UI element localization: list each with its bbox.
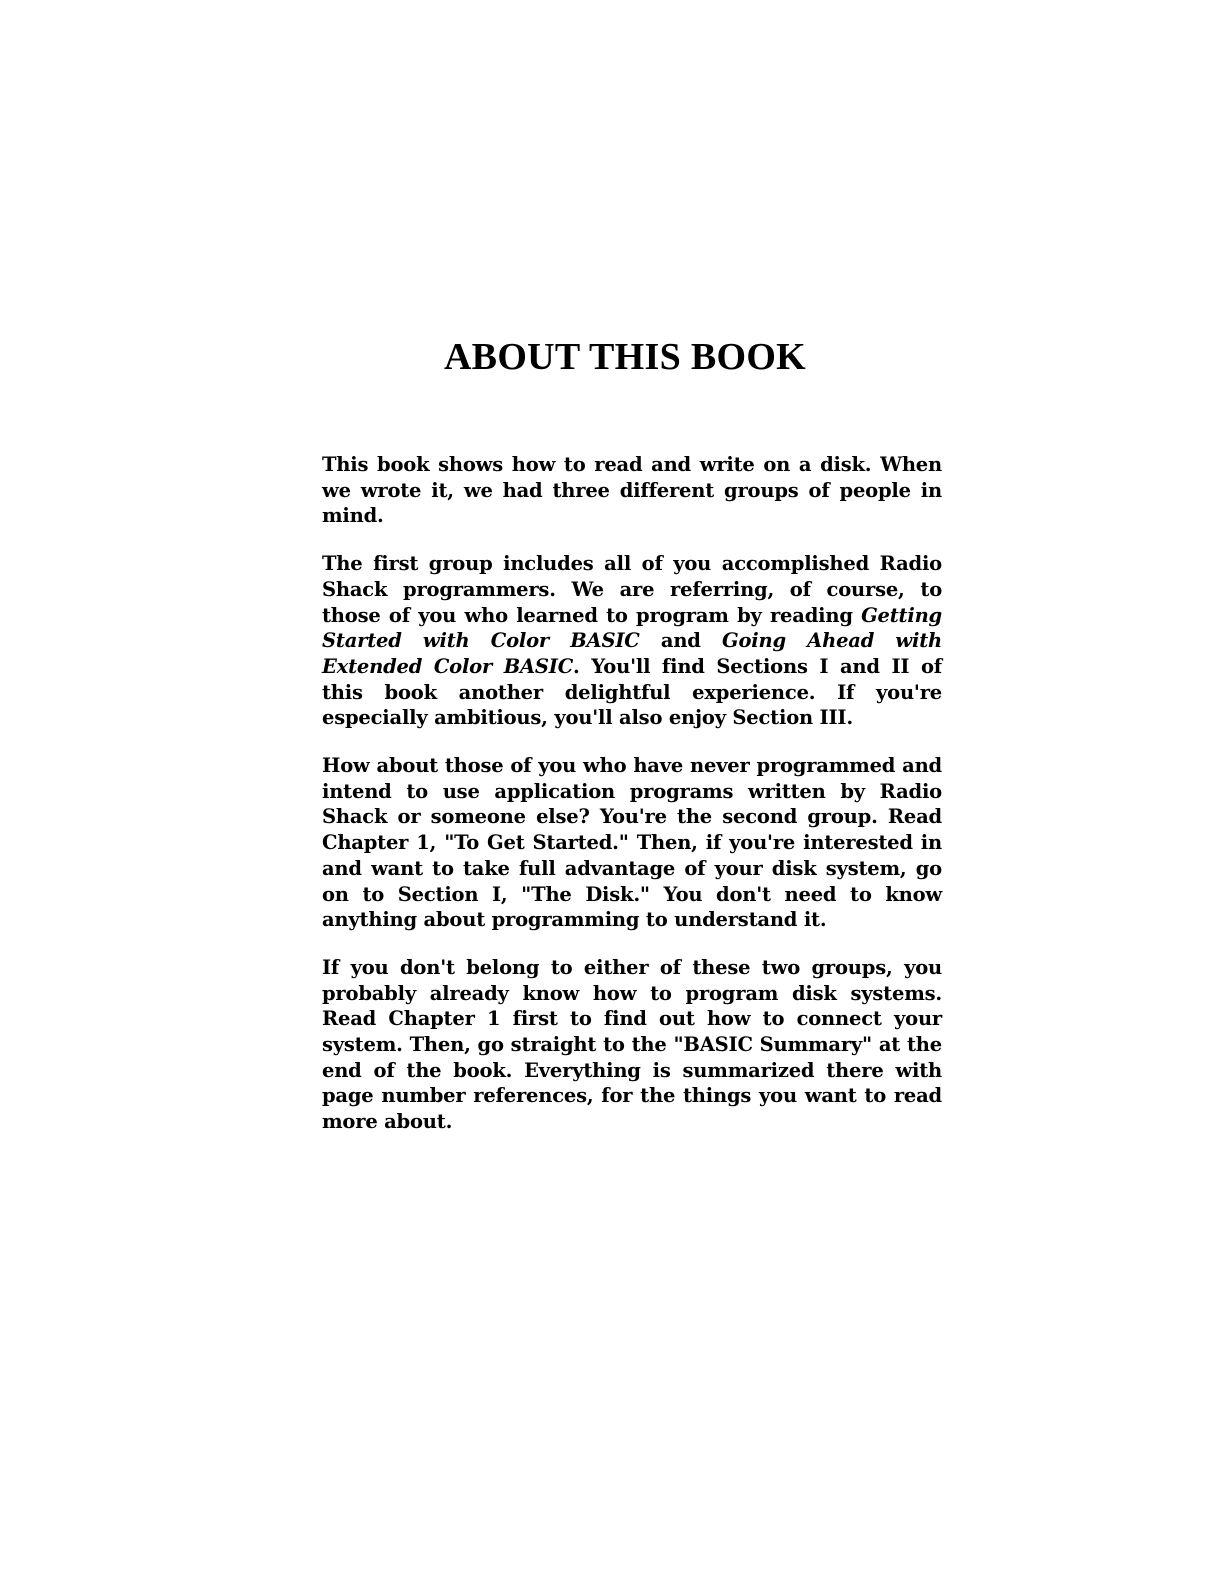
body-text (322, 452, 942, 1157)
paragraph-3: How about those of you who have never programmed and intend to use application programs written by Radio Shack or someone else? You're the second group. Read Chapter 1, "To Get Started." Then, if you're interested in and want to take full advantage of your disk system, go on to Section I, "The Disk." You don't need to know anything about programming to understand it. (322, 754, 942, 932)
paragraph-2-part-c: . You'll find Sections I and II of this book another delightful experience. If you're especially ambitious, you'll also enjoy Section III. (322, 654, 942, 730)
book-title-going-ahead: Going Ahead with Extended Color BASIC (322, 629, 943, 678)
book-title-getting-started: Getting Started with Color BASIC (322, 603, 942, 653)
paragraph-2-part-a: The first group includes all of you accomplished Radio Shack programmers. We are referring, of course, to those of you who learned to program by reading (322, 552, 942, 627)
page-title: ABOUT THIS BOOK (443, 336, 807, 378)
paragraph-2-part-b: and (639, 629, 723, 653)
paragraph-2 (322, 551, 942, 731)
paragraph-4: If you don't belong to either of these two groups, you probably already know how to program disk systems. Read Chapter 1 first to find out how to connect your system. Then, go straight to the "BASIC Summary" at the end of the book. Everything is summarized there with page number references, for the things you want to read more about. (322, 955, 942, 1134)
paragraph-1: This book shows how to read and write on a disk. When we wrote it, we had three different groups of people in mind. (322, 453, 942, 528)
